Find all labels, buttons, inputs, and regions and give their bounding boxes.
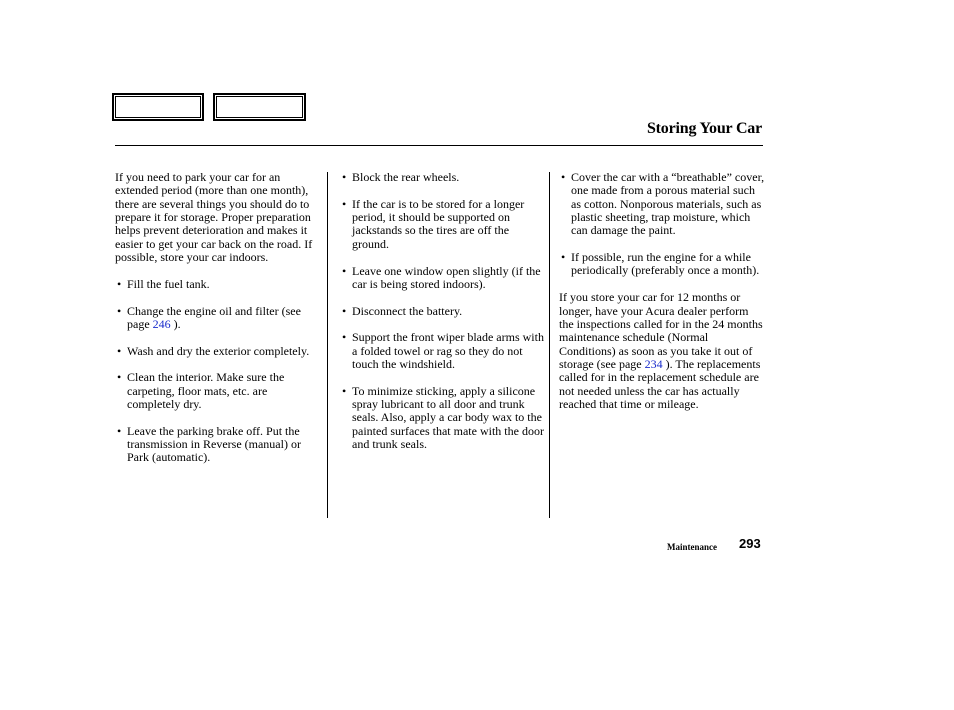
nav-button-main-menu[interactable] [112, 93, 204, 121]
column-divider-1 [327, 172, 328, 518]
list-item: • Disconnect the battery. [340, 305, 545, 318]
list-item: • Clean the interior. Make sure the carpeting, floor mats, etc. are completely dry. [115, 371, 320, 411]
list-item: • Support the front wiper blade arms with a folded towel or rag so they do not touch the windshield. [340, 331, 545, 371]
intro-paragraph: If you need to park your car for an extended period (more than one month), there are several things you should do to prepare it for storage. Proper preparation helps prevent deterioration and makes it easier to get your car back on the road. If possible, store your car indoors. [115, 170, 313, 265]
list-item-text: ). [170, 316, 181, 331]
header-rule [115, 145, 763, 146]
list-item: • Cover the car with a “breathable” cover, one made from a porous material such as cotton. Nonporous materials, such as plastic sheeting, trap moisture, which can damage the paint. [559, 171, 765, 238]
footer-section-label: Maintenance [667, 542, 717, 552]
column-divider-2 [549, 172, 550, 518]
list-item: • Leave one window open slightly (if the car is being stored indoors). [340, 265, 545, 292]
list-item: • Fill the fuel tank. [115, 278, 320, 291]
column-1 [115, 171, 320, 478]
paragraph-text: If you store your car for 12 months or longer, have your Acura dealer perform the inspections called for in the 24 months maintenance schedule (Normal Conditions) as soon as you take it out of storage (see page [559, 290, 763, 371]
list-item: • Block the rear wheels. [340, 171, 545, 184]
paragraph-text: ). The replacements called for in the replacement schedule are not needed unless the car has actually reached that time or mileage. [559, 356, 761, 411]
list-item-text: Change the engine oil and filter (see page [127, 303, 301, 331]
page-number: 293 [739, 536, 761, 551]
list-item: • Wash and dry the exterior completely. [115, 345, 320, 358]
list-item: • If the car is to be stored for a longer period, it should be supported on jackstands so the tires are off the ground. [340, 198, 545, 251]
nav-button-table-of-contents[interactable] [213, 93, 306, 121]
page-link-246[interactable]: 246 [152, 316, 171, 331]
page-title: Storing Your Car [646, 120, 762, 137]
column-3 [559, 171, 765, 425]
list-item: • To minimize sticking, apply a silicone spray lubricant to all door and trunk seals. Also, apply a car body wax to the painted surfaces that mate with the door and trunk seals. [340, 385, 545, 452]
list-item [115, 305, 320, 332]
page-link-234[interactable]: 234 [644, 356, 663, 371]
list-item: • If possible, run the engine for a while periodically (preferably once a month). [559, 251, 765, 278]
column-2 [340, 171, 545, 465]
list-item: • Leave the parking brake off. Put the transmission in Reverse (manual) or Park (automatic). [115, 425, 320, 465]
storage-paragraph [559, 291, 765, 411]
